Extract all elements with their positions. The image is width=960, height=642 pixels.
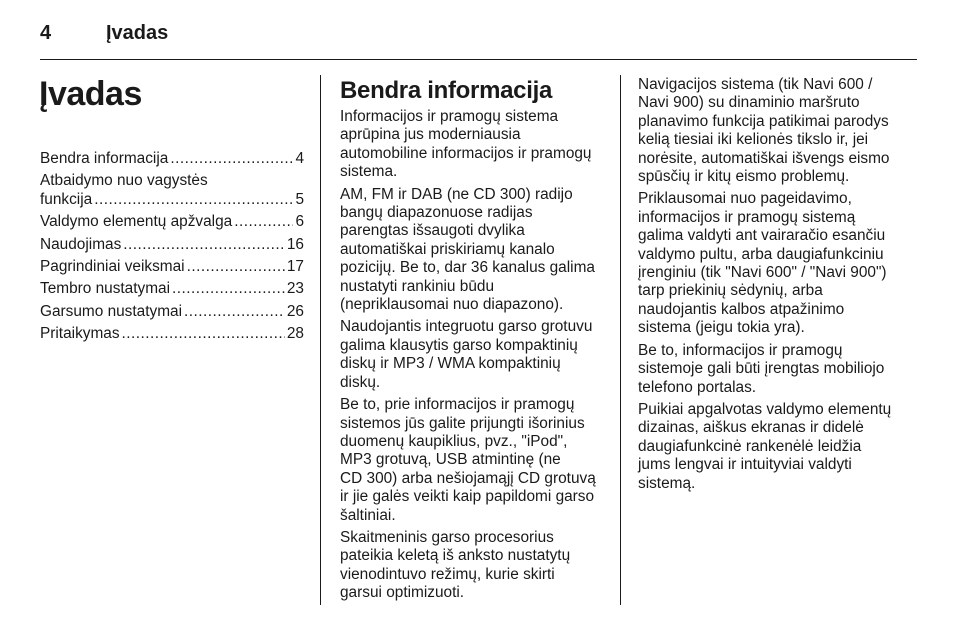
text-line: CD 300) arba nešiojamąjį CD grotuvą bbox=[340, 469, 596, 487]
body-paragraph bbox=[638, 76, 908, 186]
text-line: (nepriklausomai nuo diapazono). bbox=[340, 296, 564, 314]
text-line: informacijos ir pramogų sistemą bbox=[638, 208, 856, 226]
text-line: telefono portalas. bbox=[638, 378, 757, 396]
column-3-body bbox=[638, 76, 908, 493]
text-line: pozicijų. Be to, dar 36 kanalus galima bbox=[340, 259, 595, 277]
toc-entry-title: Pagrindiniai veiksmai bbox=[40, 258, 185, 276]
toc-page-number: 16 bbox=[286, 235, 304, 253]
toc-entry[interactable] bbox=[40, 325, 304, 343]
text-line: planavimo funkcija patikimai parodys bbox=[638, 112, 889, 130]
toc-leader-dots bbox=[172, 280, 285, 298]
text-line: pateikia keletą iš anksto nustatytų bbox=[340, 547, 571, 565]
text-line: Be to, informacijos ir pramogų bbox=[638, 341, 843, 359]
text-line: Navi 900) su dinaminio maršruto bbox=[638, 94, 860, 112]
toc-entry-title: Atbaidymo nuo vagystės bbox=[40, 172, 208, 190]
text-line: vienodintuvo režimų, kurie skirti bbox=[340, 565, 555, 583]
text-line: jums lengvai ir intuityviai valdyti bbox=[638, 456, 852, 474]
body-paragraph bbox=[340, 318, 608, 392]
text-line: sistemoje gali būti įrengtas mobiliojo bbox=[638, 360, 885, 378]
toc-leader-dots bbox=[234, 213, 293, 231]
toc-entry-title: Garsumo nustatymai bbox=[40, 302, 182, 320]
column-2-body bbox=[340, 108, 608, 603]
toc-entry-line bbox=[40, 191, 304, 209]
text-line: daugiafunkcinė rankenėlė leidžia bbox=[638, 437, 862, 455]
toc-entry-title: Naudojimas bbox=[40, 235, 122, 253]
toc-leader-dots bbox=[123, 236, 285, 254]
toc-page-number: 23 bbox=[286, 280, 304, 298]
text-line: galima valdyti ant vairaračio esančiu bbox=[638, 227, 886, 245]
toc-entry-title: Pritaikymas bbox=[40, 325, 120, 343]
toc-entry[interactable] bbox=[40, 280, 304, 298]
toc-entry-line bbox=[40, 280, 304, 298]
toc-entry-title: Bendra informacija bbox=[40, 150, 169, 167]
toc-leader-dots bbox=[170, 150, 293, 168]
text-line: kelią tiesiai iki kelionės tikslo ir, jei bbox=[638, 131, 869, 149]
text-line: šaltiniai. bbox=[340, 506, 396, 524]
text-line: norėsite, automatiškai išvengs eismo bbox=[638, 149, 890, 167]
body-paragraph bbox=[340, 108, 608, 182]
text-line: parengtas išsaugoti dvylika bbox=[340, 222, 525, 240]
text-line: Naudojantis integruotu garso grotuvu bbox=[340, 318, 593, 336]
text-line: ir jie galės veikti kaip papildomi garso bbox=[340, 488, 595, 506]
column-3 bbox=[638, 76, 908, 497]
column-1 bbox=[40, 74, 304, 348]
text-line: tarp priekinių sėdynių, arba bbox=[638, 282, 823, 300]
toc-leader-dots bbox=[187, 258, 285, 276]
text-line: Priklausomai nuo pageidavimo, bbox=[638, 190, 852, 208]
toc-entry-line bbox=[40, 213, 304, 231]
column-2 bbox=[340, 76, 608, 607]
text-line: galima klausytis garso kompaktinių bbox=[340, 336, 578, 354]
text-line: AM, FM ir DAB (ne CD 300) radijo bbox=[340, 185, 573, 203]
text-line: naudojantis kalbos atpažinimo bbox=[638, 300, 845, 318]
page-number: 4 bbox=[40, 22, 52, 44]
table-of-contents bbox=[40, 150, 304, 344]
toc-page-number: 26 bbox=[286, 302, 304, 320]
text-line: valdymo pultu, arba daugiafunkciniu bbox=[638, 245, 884, 263]
running-title: Įvadas bbox=[106, 22, 169, 44]
toc-entry-title: funkcija bbox=[40, 190, 93, 208]
toc-entry[interactable] bbox=[40, 172, 304, 209]
toc-entry[interactable] bbox=[40, 258, 304, 276]
text-line: sistemos jūs galite prijungti išorinius bbox=[340, 414, 585, 432]
text-line: sistemą. bbox=[638, 474, 696, 492]
toc-entry-line bbox=[40, 303, 304, 321]
text-line: automobiline informacijos ir pramogų bbox=[340, 144, 592, 162]
toc-entry-line bbox=[40, 258, 304, 276]
text-line: diskų ir MP3 / WMA kompaktinių bbox=[340, 355, 561, 373]
text-line: diskų. bbox=[340, 373, 381, 391]
toc-entry-line bbox=[40, 325, 304, 343]
toc-entry-title: Tembro nustatymai bbox=[40, 280, 171, 298]
body-paragraph bbox=[340, 186, 608, 315]
text-line: Be to, prie informacijos ir pramogų bbox=[340, 396, 575, 414]
text-line: spūsčių ir kitų eismo problemų. bbox=[638, 168, 850, 186]
body-paragraph bbox=[638, 401, 908, 493]
text-line: įrenginiu (tik "Navi 600" / "Navi 900") bbox=[638, 264, 887, 282]
text-line: sistema (jeigu tokia yra). bbox=[638, 319, 805, 337]
toc-leader-dots bbox=[94, 191, 293, 209]
body-paragraph bbox=[638, 342, 908, 397]
text-line: Skaitmeninis garso procesorius bbox=[340, 528, 554, 546]
text-line: duomenų kaupiklius, pvz., "iPod", bbox=[340, 432, 568, 450]
toc-entry[interactable] bbox=[40, 213, 304, 231]
text-line: automatiškai priskiriamų kanalo bbox=[340, 240, 555, 258]
text-line: Puikiai apgalvotas valdymo elementų bbox=[638, 400, 892, 418]
text-line: nustatyti rankiniu būdu bbox=[340, 277, 495, 295]
body-paragraph bbox=[340, 529, 608, 603]
body-paragraph bbox=[340, 396, 608, 525]
subsection-title: Bendra informacija bbox=[340, 77, 552, 104]
text-line: garsui optimizuoti. bbox=[340, 584, 465, 602]
toc-leader-dots bbox=[184, 303, 285, 321]
header-rule bbox=[40, 59, 917, 60]
toc-page-number: 4 bbox=[295, 150, 304, 167]
toc-page-number: 6 bbox=[295, 213, 304, 231]
text-line: MP3 grotuvą, USB atmintinę (ne bbox=[340, 451, 561, 469]
toc-page-number: 17 bbox=[286, 258, 304, 276]
toc-page-number: 28 bbox=[286, 325, 304, 343]
toc-entry[interactable] bbox=[40, 150, 304, 168]
text-line: sistema. bbox=[340, 163, 398, 181]
text-line: Navigacijos sistema (tik Navi 600 / bbox=[638, 76, 873, 93]
text-line: Informacijos ir pramogų sistema bbox=[340, 108, 559, 125]
section-title: Įvadas bbox=[39, 75, 142, 113]
text-line: bangų diapazonuose radijas bbox=[340, 204, 533, 222]
text-line: aprūpina jus moderniausia bbox=[340, 126, 521, 144]
column-divider bbox=[620, 75, 621, 605]
toc-entry-line bbox=[40, 172, 304, 190]
toc-entry-line bbox=[40, 150, 304, 168]
toc-entry[interactable] bbox=[40, 303, 304, 321]
toc-leader-dots bbox=[122, 325, 285, 343]
toc-entry-line bbox=[40, 236, 304, 254]
text-line: dizainas, aiškus ekranas ir didelė bbox=[638, 419, 864, 437]
body-paragraph bbox=[638, 190, 908, 337]
toc-entry[interactable] bbox=[40, 236, 304, 254]
toc-entry-title: Valdymo elementų apžvalga bbox=[40, 213, 233, 231]
toc-page-number: 5 bbox=[295, 190, 304, 208]
column-divider bbox=[320, 75, 321, 605]
